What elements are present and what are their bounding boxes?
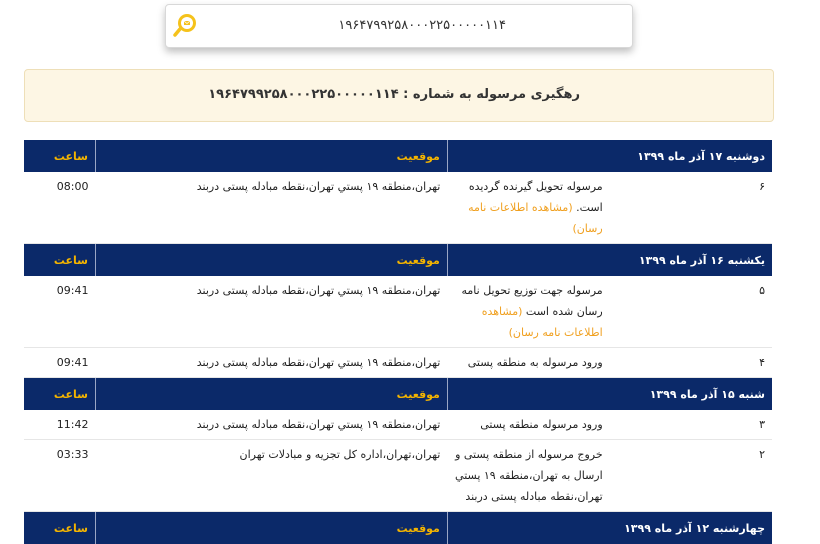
column-header-time: ساعت [24, 140, 95, 172]
event-location: تهران،منطقه ۱۹ پستي تهران،نقطه مبادله پستی دربند [95, 410, 447, 440]
column-header-time: ساعت [24, 512, 95, 544]
event-number: ۵ [610, 276, 772, 348]
banner-title: رهگیری مرسوله به شماره : ۱۹۶۴۷۹۹۲۵۸۰۰۰۲۲۵۰۰۰۰۰۱۱۴ [208, 87, 580, 102]
event-time: 09:41 [24, 348, 95, 378]
event-row [24, 440, 772, 512]
event-description [447, 348, 609, 378]
event-text: ورود مرسوله منطقه پستی [480, 418, 603, 431]
column-header-location: موقعیت [95, 140, 447, 172]
postman-info-link[interactable]: (مشاهده اطلاعات نامه رسان) [482, 305, 603, 339]
event-time: 09:41 [24, 276, 95, 348]
day-header-row [24, 512, 772, 544]
column-header-location: موقعیت [95, 244, 447, 277]
search-icon[interactable] [172, 11, 200, 39]
event-location: تهران،منطقه ۱۹ پستي تهران،نقطه مبادله پستی دربند [95, 172, 447, 244]
event-row [24, 172, 772, 244]
event-text: مرسوله تحويل گيرنده گرديده است. [469, 180, 603, 214]
day-date: دوشنبه ۱۷ آذر ماه ۱۳۹۹ [447, 140, 772, 172]
event-location: تهران،منطقه ۱۹ پستي تهران،نقطه مبادله پستی دربند [95, 276, 447, 348]
event-row [24, 410, 772, 440]
day-header-row [24, 378, 772, 411]
event-description [447, 440, 609, 512]
event-time: 11:42 [24, 410, 95, 440]
event-row [24, 348, 772, 378]
event-text: مرسوله جهت توزيع تحويل نامه رسان شده است [462, 284, 603, 318]
tracking-table [24, 140, 772, 544]
postman-info-link[interactable]: (مشاهده اطلاعات نامه رسان) [468, 201, 603, 235]
event-description [447, 410, 609, 440]
event-number: ۶ [610, 172, 772, 244]
event-location: تهران،منطقه ۱۹ پستي تهران،نقطه مبادله پستی دربند [95, 348, 447, 378]
event-time: 03:33 [24, 440, 95, 512]
event-description [447, 276, 609, 348]
tracking-number-value[interactable]: ۱۹۶۴۷۹۹۲۵۸۰۰۰۲۲۵۰۰۰۰۰۱۱۴ [338, 18, 506, 33]
day-date: شنبه ۱۵ آذر ماه ۱۳۹۹ [447, 378, 772, 411]
event-text: ورود مرسوله به منطقه پستی [468, 356, 603, 369]
column-header-location: موقعیت [95, 378, 447, 411]
tracking-banner [24, 69, 774, 122]
event-time: 08:00 [24, 172, 95, 244]
day-header-row [24, 140, 772, 172]
tracking-search-box[interactable] [165, 4, 633, 48]
event-number: ۴ [610, 348, 772, 378]
event-number: ۲ [610, 440, 772, 512]
column-header-time: ساعت [24, 378, 95, 411]
day-header-row [24, 244, 772, 277]
column-header-time: ساعت [24, 244, 95, 277]
column-header-location: موقعیت [95, 512, 447, 544]
event-number: ۳ [610, 410, 772, 440]
event-row [24, 276, 772, 348]
event-description [447, 172, 609, 244]
day-date: یکشنبه ۱۶ آذر ماه ۱۳۹۹ [447, 244, 772, 277]
day-date: چهارشنبه ۱۲ آذر ماه ۱۳۹۹ [447, 512, 772, 544]
event-location: تهران،تهران،اداره کل تجزیه و مبادلات تهران [95, 440, 447, 512]
event-text: خروج مرسوله از منطقه پستی و ارسال به تهران،منطقه ۱۹ پستي تهران،نقطه مبادله پستی دربند [455, 448, 603, 503]
